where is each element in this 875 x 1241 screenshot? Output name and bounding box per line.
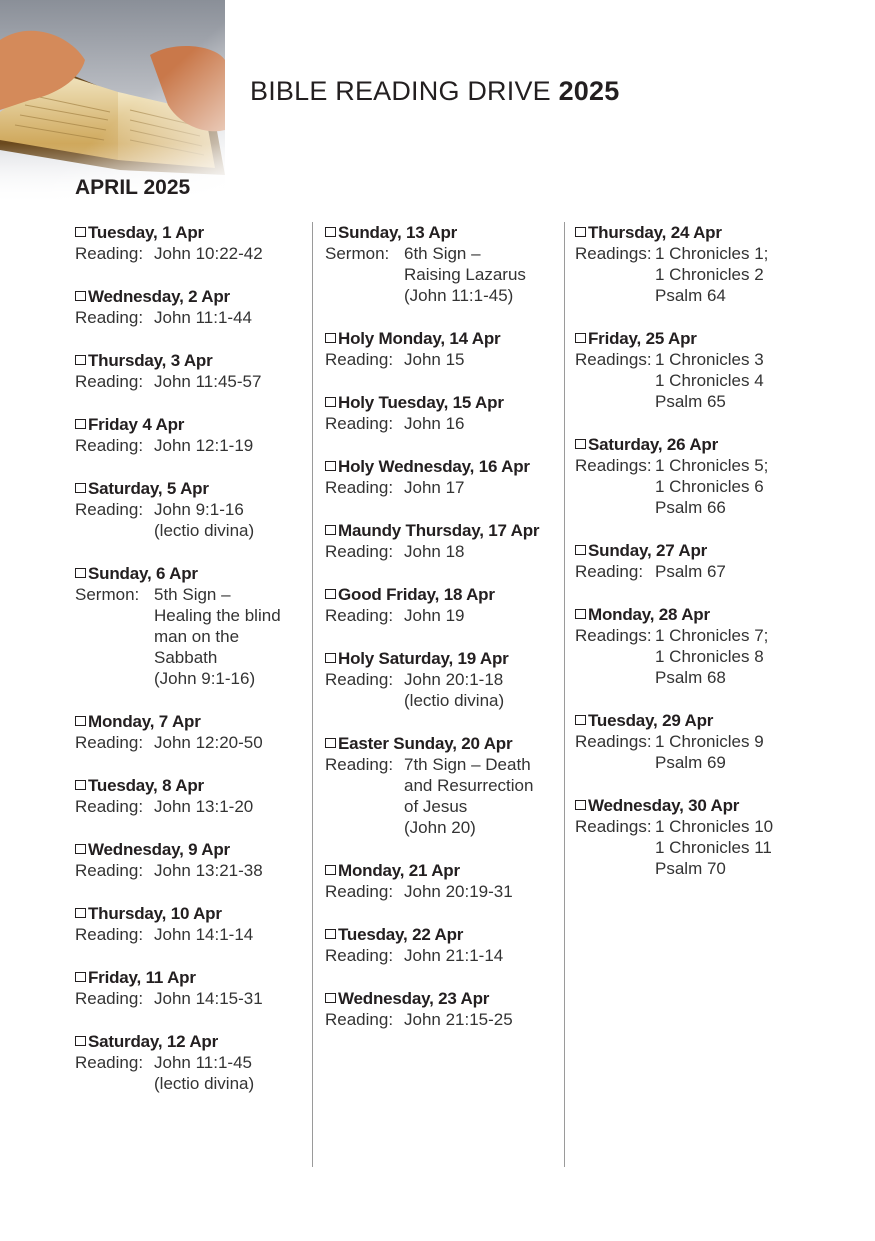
- column-divider: [312, 222, 313, 1167]
- checkbox-icon[interactable]: [325, 333, 336, 343]
- day-heading: [75, 414, 281, 435]
- reading-label: Reading:: [75, 372, 144, 391]
- checkbox-icon[interactable]: [75, 483, 86, 493]
- reading-entry: [325, 860, 539, 902]
- checkbox-icon[interactable]: [575, 715, 586, 725]
- reading-entry: [575, 604, 773, 688]
- day-label: Sunday, 13 Apr: [338, 223, 458, 242]
- reading-label: Reading:: [75, 500, 144, 519]
- checkbox-icon[interactable]: [325, 397, 336, 407]
- day-heading: [75, 903, 281, 924]
- day-label: Tuesday, 29 Apr: [588, 711, 714, 730]
- day-heading: [575, 540, 773, 561]
- reading-text: (John 9:1-16): [154, 669, 256, 688]
- checkbox-icon[interactable]: [325, 227, 336, 237]
- reading-text: John 12:1-19: [154, 436, 254, 455]
- reading-text: Raising Lazarus: [404, 265, 526, 284]
- reading-label: Reading:: [325, 606, 394, 625]
- day-heading: [75, 967, 281, 988]
- day-label: Maundy Thursday, 17 Apr: [338, 521, 540, 540]
- reading-entry: [325, 584, 539, 626]
- day-heading: [75, 478, 281, 499]
- day-label: Monday, 21 Apr: [338, 861, 460, 880]
- day-heading: [325, 733, 539, 754]
- reading-text: John 21:1-14: [404, 946, 504, 965]
- day-heading: [325, 328, 539, 349]
- checkbox-icon[interactable]: [75, 291, 86, 301]
- reading-text: John 15: [404, 350, 465, 369]
- day-label: Saturday, 5 Apr: [88, 479, 209, 498]
- day-label: Tuesday, 8 Apr: [88, 776, 204, 795]
- reading-text: man on the: [154, 627, 240, 646]
- day-label: Wednesday, 23 Apr: [338, 989, 490, 1008]
- day-heading: [75, 711, 281, 732]
- checkbox-icon[interactable]: [325, 929, 336, 939]
- day-label: Thursday, 24 Apr: [588, 223, 722, 242]
- reading-label: Reading:: [325, 755, 394, 774]
- checkbox-icon[interactable]: [75, 780, 86, 790]
- day-label: Friday, 25 Apr: [588, 329, 697, 348]
- reading-text: (lectio divina): [154, 1074, 255, 1093]
- day-label: Saturday, 12 Apr: [88, 1032, 219, 1051]
- reading-text: John 14:15-31: [154, 989, 263, 1008]
- reading-text: John 9:1-16: [154, 500, 244, 519]
- reading-label: Reading:: [325, 542, 394, 561]
- checkbox-icon[interactable]: [75, 972, 86, 982]
- day-label: Friday 4 Apr: [88, 415, 185, 434]
- checkbox-icon[interactable]: [575, 545, 586, 555]
- reading-entry: [75, 286, 281, 328]
- day-label: Tuesday, 22 Apr: [338, 925, 464, 944]
- checkbox-icon[interactable]: [575, 227, 586, 237]
- reading-entry: [75, 1031, 281, 1094]
- reading-entry: [75, 711, 281, 753]
- checkbox-icon[interactable]: [75, 568, 86, 578]
- reading-label: Reading:: [75, 436, 144, 455]
- checkbox-icon[interactable]: [325, 738, 336, 748]
- reading-entry: [325, 222, 539, 306]
- title-main: BIBLE READING DRIVE: [250, 76, 551, 106]
- day-label: Sunday, 6 Apr: [88, 564, 198, 583]
- reading-entry: [325, 328, 539, 370]
- day-heading: [75, 222, 281, 243]
- day-heading: [325, 520, 539, 541]
- checkbox-icon[interactable]: [575, 609, 586, 619]
- checkbox-icon[interactable]: [325, 525, 336, 535]
- reading-text: John 13:21-38: [154, 861, 263, 880]
- checkbox-icon[interactable]: [75, 419, 86, 429]
- day-heading: [575, 328, 773, 349]
- reading-label: Readings:: [575, 817, 652, 836]
- day-heading: [75, 563, 281, 584]
- reading-text: John 11:1-45: [154, 1053, 252, 1072]
- reading-text: 1 Chronicles 10: [655, 817, 774, 836]
- checkbox-icon[interactable]: [75, 844, 86, 854]
- reading-entry: [75, 563, 281, 689]
- reading-label: Sermon:: [75, 585, 140, 604]
- reading-entry: [575, 540, 773, 582]
- reading-text: Psalm 70: [655, 859, 726, 878]
- reading-entry: [325, 988, 539, 1030]
- reading-text: and Resurrection: [404, 776, 534, 795]
- day-label: Holy Saturday, 19 Apr: [338, 649, 509, 668]
- reading-entry: [75, 967, 281, 1009]
- reading-label: Reading:: [325, 670, 394, 689]
- day-label: Wednesday, 2 Apr: [88, 287, 230, 306]
- day-label: Good Friday, 18 Apr: [338, 585, 495, 604]
- reading-entry: [325, 648, 539, 711]
- reading-entry: [325, 733, 539, 838]
- day-label: Holy Tuesday, 15 Apr: [338, 393, 504, 412]
- day-heading: [575, 604, 773, 625]
- day-heading: [75, 1031, 281, 1052]
- schedule-column-3: [575, 222, 773, 879]
- reading-text: Psalm 69: [655, 753, 726, 772]
- reading-entry: [575, 795, 773, 879]
- reading-text: Psalm 67: [655, 562, 726, 581]
- reading-text: Sabbath: [154, 648, 218, 667]
- day-label: Thursday, 3 Apr: [88, 351, 213, 370]
- reading-entry: [75, 350, 281, 392]
- reading-text: John 16: [404, 414, 465, 433]
- reading-label: Reading:: [325, 414, 394, 433]
- reading-entry: [75, 478, 281, 541]
- reading-label: Reading:: [75, 244, 144, 263]
- reading-entry: [325, 456, 539, 498]
- reading-text: Psalm 68: [655, 668, 726, 687]
- reading-entry: [575, 710, 773, 773]
- day-heading: [75, 775, 281, 796]
- day-label: Thursday, 10 Apr: [88, 904, 222, 923]
- reading-text: 7th Sign – Death: [404, 755, 531, 774]
- reading-label: Sermon:: [325, 244, 390, 263]
- reading-text: John 11:1-44: [154, 308, 252, 327]
- reading-label: Reading:: [75, 861, 144, 880]
- checkbox-icon[interactable]: [575, 333, 586, 343]
- reading-text: 1 Chronicles 8: [655, 647, 764, 666]
- reading-entry: [325, 520, 539, 562]
- reading-text: (lectio divina): [154, 521, 255, 540]
- reading-text: John 13:1-20: [154, 797, 254, 816]
- day-heading: [575, 222, 773, 243]
- reading-entry: [75, 222, 281, 264]
- day-label: Friday, 11 Apr: [88, 968, 196, 987]
- day-heading: [575, 434, 773, 455]
- checkbox-icon[interactable]: [75, 716, 86, 726]
- reading-text: of Jesus: [404, 797, 468, 816]
- day-label: Holy Monday, 14 Apr: [338, 329, 501, 348]
- reading-label: Reading:: [325, 882, 394, 901]
- reading-text: 1 Chronicles 7;: [655, 626, 769, 645]
- reading-text: John 20:1-18: [404, 670, 504, 689]
- reading-entry: [325, 924, 539, 966]
- schedule-column-2: [325, 222, 539, 1030]
- month-heading: APRIL 2025: [75, 176, 191, 199]
- day-label: Holy Wednesday, 16 Apr: [338, 457, 530, 476]
- reading-text: Psalm 64: [655, 286, 726, 305]
- reading-label: Reading:: [325, 1010, 394, 1029]
- reading-text: Psalm 66: [655, 498, 726, 517]
- reading-label: Reading:: [75, 797, 144, 816]
- checkbox-icon[interactable]: [325, 653, 336, 663]
- reading-text: John 20:19-31: [404, 882, 513, 901]
- day-label: Easter Sunday, 20 Apr: [338, 734, 513, 753]
- checkbox-icon[interactable]: [325, 589, 336, 599]
- reading-label: Readings:: [575, 350, 652, 369]
- reading-label: Reading:: [325, 350, 394, 369]
- title-year: 2025: [558, 76, 620, 106]
- day-heading: [75, 350, 281, 371]
- reading-label: Reading:: [325, 946, 394, 965]
- reading-text: 5th Sign –: [154, 585, 231, 604]
- day-heading: [325, 222, 539, 243]
- day-label: Saturday, 26 Apr: [588, 435, 719, 454]
- reading-entry: [75, 414, 281, 456]
- reading-text: 1 Chronicles 11: [655, 838, 772, 857]
- checkbox-icon[interactable]: [75, 355, 86, 365]
- reading-text: 1 Chronicles 2: [655, 265, 764, 284]
- day-heading: [325, 648, 539, 669]
- reading-text: 1 Chronicles 3: [655, 350, 764, 369]
- reading-entry: [575, 328, 773, 412]
- reading-label: Readings:: [575, 626, 652, 645]
- reading-text: Healing the blind: [154, 606, 281, 625]
- day-label: Wednesday, 30 Apr: [588, 796, 740, 815]
- reading-label: Readings:: [575, 456, 652, 475]
- checkbox-icon[interactable]: [75, 1036, 86, 1046]
- reading-text: John 18: [404, 542, 465, 561]
- reading-label: Reading:: [325, 478, 394, 497]
- checkbox-icon[interactable]: [575, 800, 586, 810]
- checkbox-icon[interactable]: [575, 439, 586, 449]
- reading-text: 1 Chronicles 1;: [655, 244, 769, 263]
- day-heading: [575, 795, 773, 816]
- checkbox-icon[interactable]: [325, 993, 336, 1003]
- day-heading: [75, 839, 281, 860]
- reading-label: Readings:: [575, 244, 652, 263]
- reading-text: John 17: [404, 478, 465, 497]
- checkbox-icon[interactable]: [325, 461, 336, 471]
- day-heading: [325, 924, 539, 945]
- reading-text: (John 11:1-45): [404, 286, 514, 305]
- reading-text: 1 Chronicles 4: [655, 371, 764, 390]
- day-label: Wednesday, 9 Apr: [88, 840, 230, 859]
- reading-label: Readings:: [575, 732, 652, 751]
- reading-text: (John 20): [404, 818, 476, 837]
- reading-text: 1 Chronicles 6: [655, 477, 764, 496]
- reading-text: Psalm 65: [655, 392, 726, 411]
- reading-text: John 14:1-14: [154, 925, 254, 944]
- day-heading: [325, 456, 539, 477]
- checkbox-icon[interactable]: [75, 908, 86, 918]
- reading-label: Reading:: [75, 1053, 144, 1072]
- reading-text: 1 Chronicles 9: [655, 732, 764, 751]
- header-photo: [0, 0, 225, 205]
- reading-entry: [575, 434, 773, 518]
- reading-text: John 19: [404, 606, 465, 625]
- reading-text: John 10:22-42: [154, 244, 263, 263]
- day-label: Tuesday, 1 Apr: [88, 223, 204, 242]
- day-heading: [325, 392, 539, 413]
- day-heading: [325, 860, 539, 881]
- day-heading: [575, 710, 773, 731]
- reading-text: John 12:20-50: [154, 733, 263, 752]
- reading-text: John 21:15-25: [404, 1010, 513, 1029]
- reading-entry: [575, 222, 773, 306]
- reading-label: Reading:: [575, 562, 644, 581]
- reading-text: John 11:45-57: [154, 372, 262, 391]
- reading-text: 1 Chronicles 5;: [655, 456, 769, 475]
- reading-entry: [75, 839, 281, 881]
- reading-entry: [75, 903, 281, 945]
- reading-label: Reading:: [75, 989, 144, 1008]
- reading-entry: [325, 392, 539, 434]
- reading-label: Reading:: [75, 733, 144, 752]
- day-label: Monday, 7 Apr: [88, 712, 201, 731]
- reading-text: 6th Sign –: [404, 244, 481, 263]
- reading-entry: [75, 775, 281, 817]
- day-heading: [325, 988, 539, 1009]
- column-divider: [564, 222, 565, 1167]
- reading-label: Reading:: [75, 308, 144, 327]
- checkbox-icon[interactable]: [75, 227, 86, 237]
- checkbox-icon[interactable]: [325, 865, 336, 875]
- reading-text: (lectio divina): [404, 691, 505, 710]
- reading-label: Reading:: [75, 925, 144, 944]
- day-heading: [75, 286, 281, 307]
- day-heading: [325, 584, 539, 605]
- day-label: Monday, 28 Apr: [588, 605, 710, 624]
- schedule-column-1: [75, 222, 281, 1094]
- day-label: Sunday, 27 Apr: [588, 541, 708, 560]
- page-title: [250, 76, 619, 107]
